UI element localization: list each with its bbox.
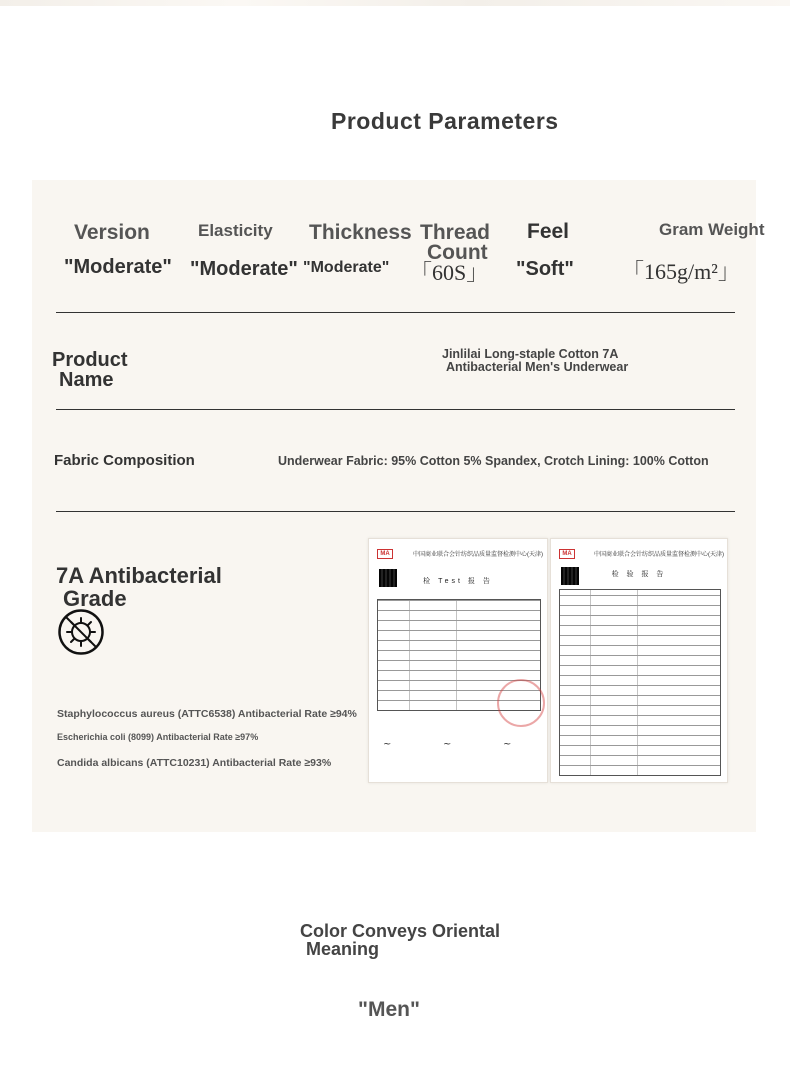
certificate-title: 检 Test 报 告 bbox=[423, 578, 493, 585]
signature-1: ~ bbox=[383, 739, 392, 750]
fabric-composition-value: Underwear Fabric: 95% Cotton 5% Spandex, Crotch Lining: 100% Cotton bbox=[278, 454, 709, 468]
antibacterial-grade-title bbox=[56, 564, 222, 610]
product-name-value bbox=[442, 348, 628, 374]
param-label-thread-line1: Thread bbox=[420, 221, 491, 244]
divider bbox=[56, 409, 735, 410]
top-image-strip bbox=[0, 0, 790, 6]
no-bacteria-icon bbox=[58, 609, 104, 655]
test-report-certificate-1 bbox=[368, 538, 548, 783]
red-stamp bbox=[497, 679, 545, 727]
divider bbox=[56, 511, 735, 512]
product-name-label-line2: Name bbox=[59, 369, 114, 391]
certificate-title: 检 验 报 告 bbox=[611, 571, 667, 578]
product-name-value-line2: Antibacterial Men's Underwear bbox=[446, 360, 629, 374]
param-value-thickness: "Moderate" bbox=[303, 259, 390, 276]
closing-heading bbox=[300, 922, 500, 958]
param-value-elasticity: "Moderate" bbox=[190, 258, 298, 280]
rate-escherichia: Escherichia coli (8099) Antibacterial Rate ≥97% bbox=[57, 732, 259, 742]
fabric-composition-label: Fabric Composition bbox=[54, 452, 195, 469]
param-label-elasticity: Elasticity bbox=[198, 221, 273, 240]
param-label-feel: Feel bbox=[527, 220, 570, 243]
param-value-gram-weight: 「165g/m²」 bbox=[622, 259, 740, 284]
rate-staphylococcus: Staphylococcus aureus (ATTC6538) Antibacterial Rate ≥94% bbox=[57, 708, 357, 720]
rate-candida: Candida albicans (ATTC10231) Antibacterial Rate ≥93% bbox=[57, 757, 332, 769]
product-name-value-line1: Jinlilai Long-staple Cotton 7A bbox=[442, 347, 619, 361]
closing-line1: Color Conveys Oriental bbox=[300, 921, 501, 941]
param-label-thickness: Thickness bbox=[309, 221, 412, 244]
signature-2: ~ bbox=[443, 739, 452, 750]
param-value-thread-count: 「60S」 bbox=[410, 260, 489, 285]
page-title: Product Parameters bbox=[331, 108, 559, 134]
divider bbox=[56, 312, 735, 313]
cma-logo: MA bbox=[377, 549, 393, 559]
men-tag: "Men" bbox=[358, 998, 420, 1021]
antibacterial-title-line2: Grade bbox=[63, 586, 127, 611]
param-label-gram-weight: Gram Weight bbox=[659, 220, 765, 239]
product-name-label bbox=[52, 350, 128, 390]
certificate-heading: 中国商业联合会针纺织品质量监督检测中心(天津) bbox=[413, 552, 543, 558]
certificate-heading: 中国商业联合会针纺织品质量监督检测中心(天津) bbox=[594, 552, 724, 558]
signature-3: ~ bbox=[503, 739, 512, 750]
test-report-certificate-2 bbox=[550, 538, 728, 783]
param-value-version: "Moderate" bbox=[64, 256, 172, 278]
param-label-thread-line2: Count bbox=[427, 241, 488, 264]
product-name-label-line1: Product bbox=[52, 349, 128, 371]
antibacterial-title-line1: 7A Antibacterial bbox=[56, 563, 222, 588]
certificate-table bbox=[559, 589, 721, 776]
param-value-feel: "Soft" bbox=[516, 258, 574, 280]
param-label-version: Version bbox=[74, 221, 150, 244]
cma-logo: MA bbox=[559, 549, 575, 559]
closing-line2: Meaning bbox=[306, 939, 380, 959]
